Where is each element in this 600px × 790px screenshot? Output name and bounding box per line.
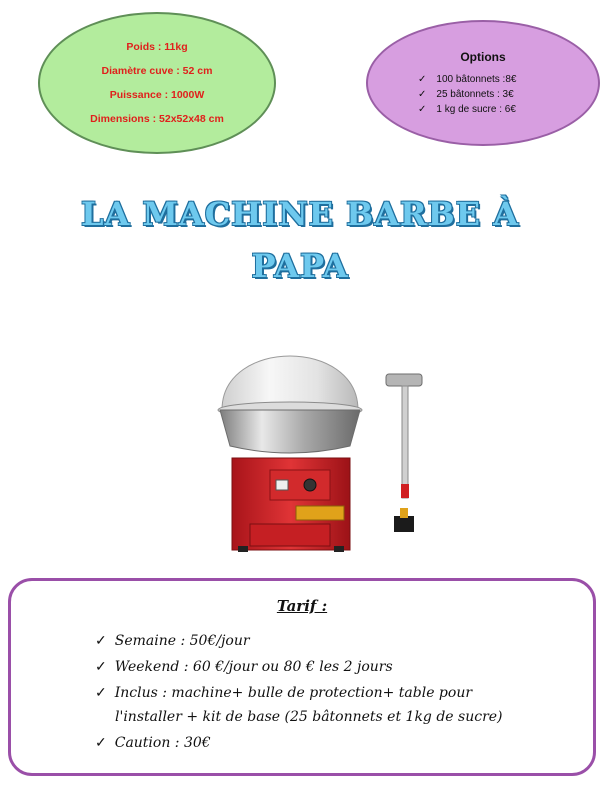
- tarif-semaine-text: Semaine : 50€/jour: [114, 633, 250, 649]
- check-icon: ✓: [95, 685, 107, 701]
- check-icon: ✓: [418, 73, 427, 85]
- cotton-candy-machine-image: [210, 318, 370, 554]
- option-item: [418, 104, 548, 115]
- option-item: [418, 74, 548, 85]
- spec-weight: Poids : 11kg: [126, 41, 188, 53]
- spec-dimensions: Dimensions : 52x52x48 cm: [90, 113, 224, 125]
- tarif-heading: Tarif :: [276, 597, 328, 615]
- check-icon: ✓: [418, 88, 427, 100]
- options-bubble: [366, 20, 600, 146]
- check-icon: ✓: [95, 659, 107, 675]
- option-label: 100 bâtonnets :8€: [436, 73, 517, 85]
- option-label: 25 bâtonnets : 3€: [436, 88, 514, 100]
- page-title: [0, 188, 600, 292]
- tarif-weekend-text: Weekend : 60 €/jour ou 80 € les 2 jours: [114, 659, 393, 675]
- spec-power: Puissance : 1000W: [109, 89, 205, 101]
- tarif-item-caution: [95, 735, 211, 751]
- title-line-2: PAPA: [251, 247, 349, 285]
- check-icon: ✓: [95, 735, 107, 751]
- spec-diameter: Diamètre cuve : 52 cm: [101, 65, 213, 77]
- option-item: [418, 89, 548, 100]
- tarif-caution-text: Caution : 30€: [114, 735, 211, 751]
- tarif-box: [8, 578, 596, 776]
- tarif-item-inclus: [95, 685, 472, 701]
- stick-tool-image: [380, 372, 430, 542]
- tarif-inclus-text: Inclus : machine+ bulle de protection+ table pour: [114, 685, 473, 701]
- title-line-1: LA MACHINE BARBE À: [80, 195, 520, 233]
- option-label: 1 kg de sucre : 6€: [436, 103, 516, 115]
- tarif-item-semaine: [95, 633, 250, 649]
- tarif-item-weekend: [95, 659, 393, 675]
- check-icon: ✓: [95, 633, 107, 649]
- options-title: Options: [460, 49, 506, 64]
- check-icon: ✓: [418, 103, 427, 115]
- specs-bubble: [38, 12, 276, 154]
- tarif-inclus-continuation: l'installer + kit de base (25 bâtonnets et 1kg de sucre): [115, 709, 503, 725]
